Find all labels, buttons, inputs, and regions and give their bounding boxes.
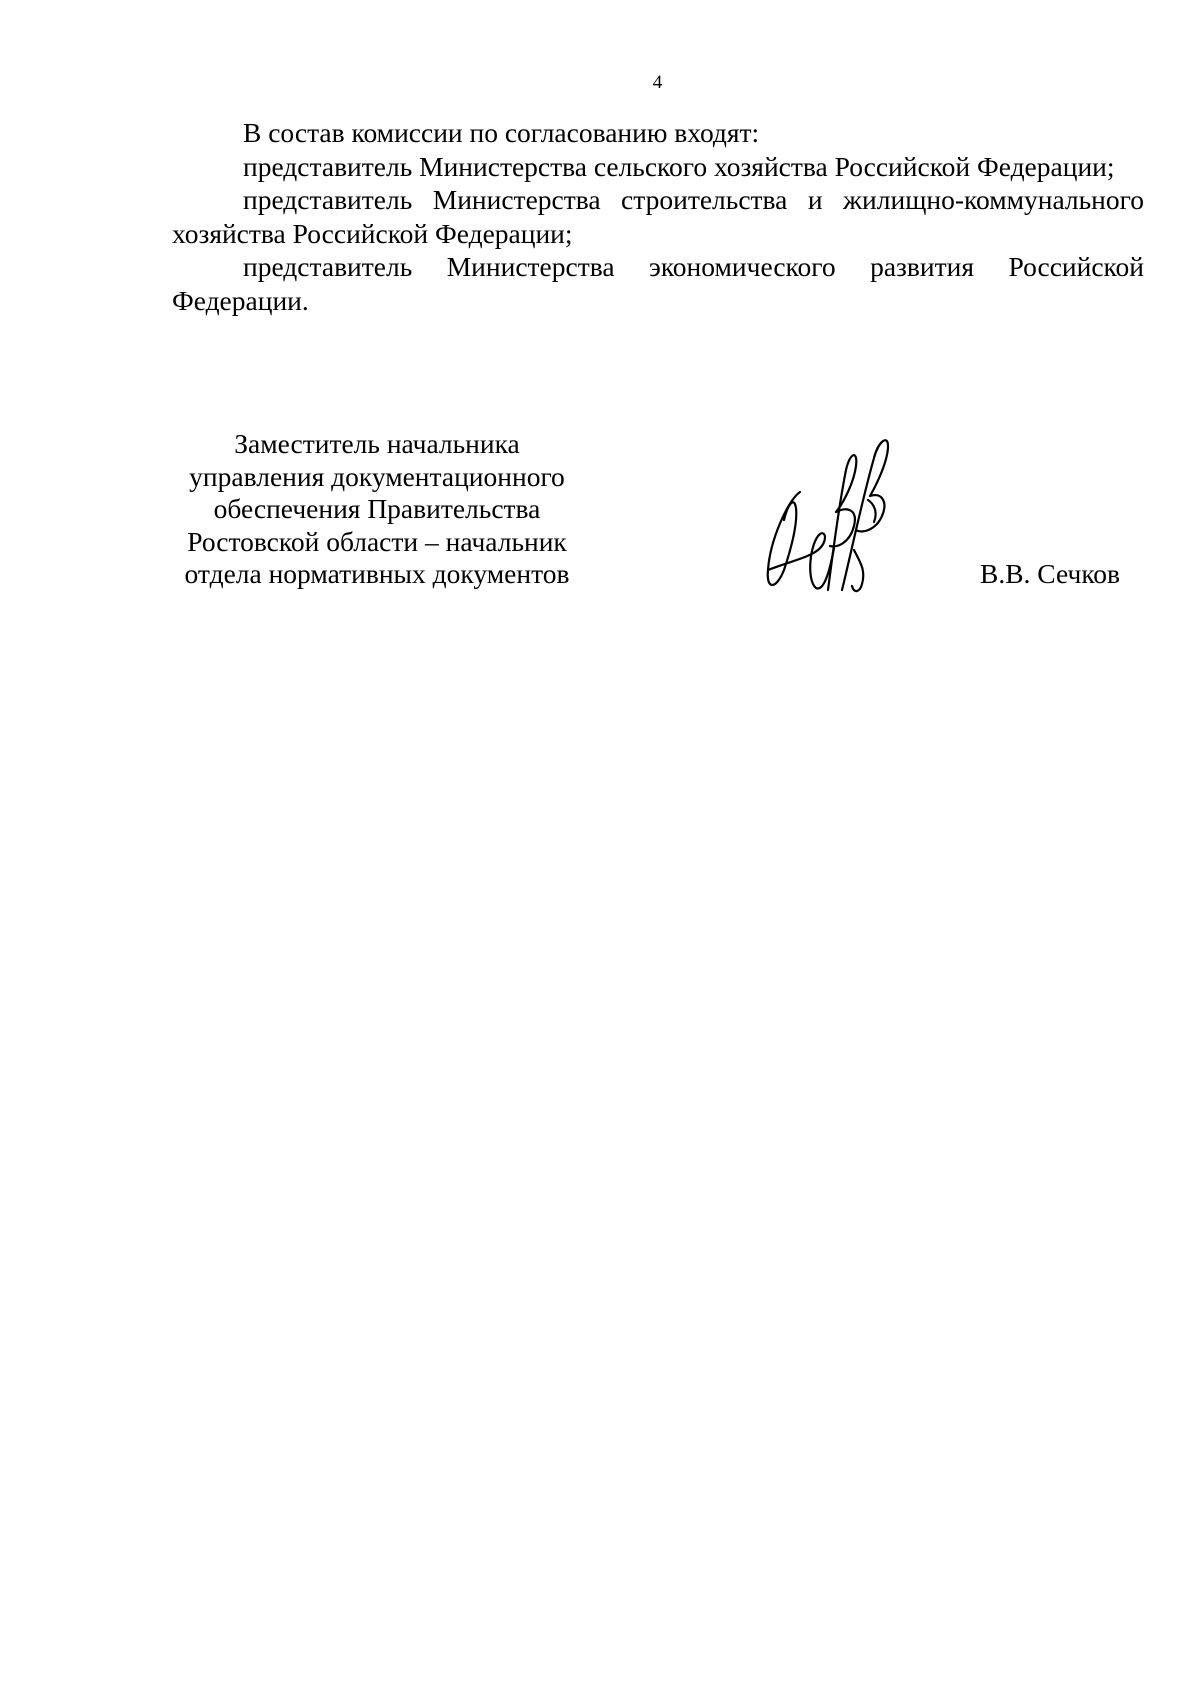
body-text — [172, 116, 1144, 317]
paragraph-economy: представитель Министерства экономического развития Российской Федерации. — [172, 251, 1144, 316]
position-line: управления документационного — [189, 460, 565, 492]
position-line: Заместитель начальника — [234, 428, 520, 459]
position-line: отдела нормативных документов — [184, 558, 570, 589]
paragraph-construction: представитель Министерства строительства и жилищно-коммунального хозяйства Российской Федерации; — [172, 184, 1144, 249]
paragraph-agriculture: представитель Министерства сельского хозяйства Российской Федерации; — [243, 150, 1115, 182]
page-number: 4 — [652, 72, 663, 93]
signatory-position — [172, 428, 582, 591]
position-line: Ростовской области – начальник — [187, 525, 567, 557]
signatory-name: В.В. Сечков — [980, 558, 1121, 589]
paragraph-intro: В состав комиссии по согласованию входят: — [243, 117, 760, 148]
handwritten-signature — [758, 430, 918, 600]
position-line: обеспечения Правительства — [213, 493, 541, 524]
